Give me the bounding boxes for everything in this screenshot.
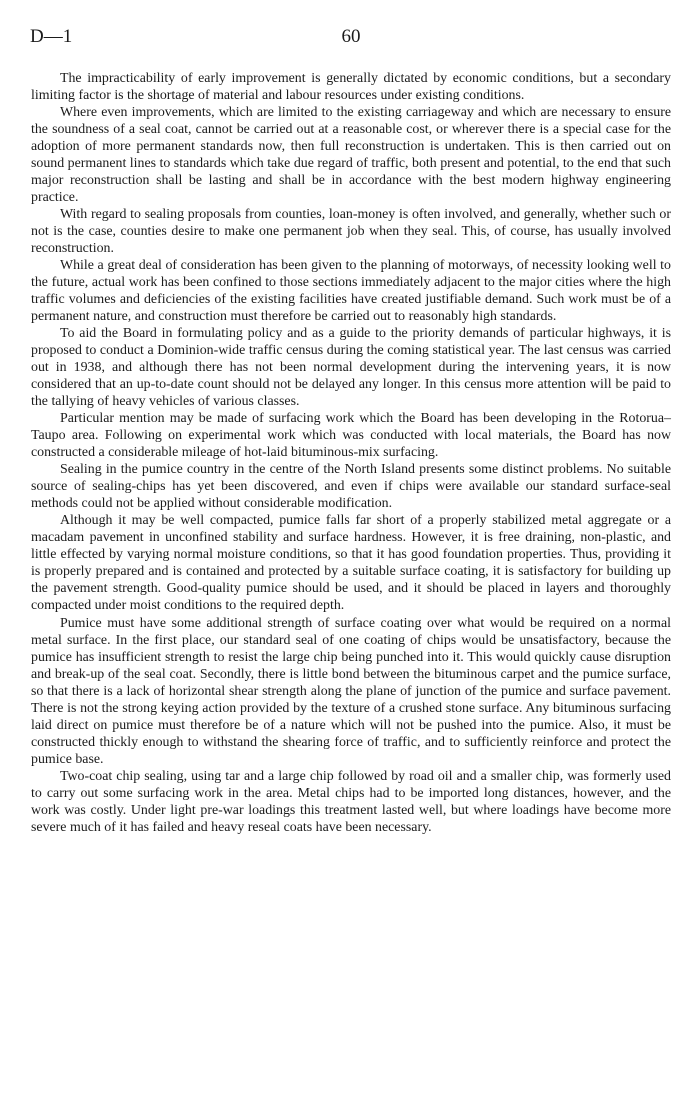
paragraph-traffic-census: To aid the Board in formulating policy and as a guide to the priority demands of particular highways, it is proposed to conduct a Dominion-wide traffic census during the coming statistical year. The last census was carried out in 1938, and although there has not been normal development during the intervening years, it is now considered that an up-to-date count should not be delayed any longer. In this census more attention will be paid to the tallying of heavy vehicles of various classes.: [31, 326, 671, 410]
paragraph-surface-coating: Pumice must have some additional strength of surface coating over what would be required on a normal metal surface. In the first place, our standard seal of one coating of chips would be unsatisfactory, because the pumice has insufficient strength to resist the large chip being punched into it. This would quickly cause disruption and break-up of the seal coat. Secondly, there is little bond between the bituminous carpet and the pumice surface, so that there is a lack of horizontal shear strength along the plane of junction of the pumice and surface pavement. There is not the strong keying action provided by the texture of a crushed stone surface. Any bituminous surfacing laid direct on pumice must therefore be of a nature which will not be pushed into the pumice. Also, it must be constructed thickly enough to withstand the shearing force of traffic, and to sufficiently reinforce and protect the pumice base.: [31, 615, 671, 767]
body-text: [31, 70, 671, 836]
paragraph-early-improvement: The impracticability of early improvement is generally dictated by economic conditions, but a secondary limiting factor is the shortage of material and labour resources under existing conditions.: [31, 71, 671, 104]
paragraph-pumice-properties: Although it may be well compacted, pumice falls far short of a properly stabilized metal aggregate or a macadam pavement in unconfined stability and surface hardness. However, it is free draining, non-plastic, and little effected by varying normal moisture conditions, so that it has good foundation properties. Thus, providing it is properly prepared and is contained and protected by a suitable surface coating, it is satisfactory for building up the pavement strength. Good-quality pumice should be used, and it should be placed in layers and thoroughly compacted under moist conditions to the required depth.: [31, 513, 671, 614]
paragraph-reconstruction: Where even improvements, which are limited to the existing carriageway and which are necessary to ensure the soundness of a seal coat, cannot be carried out at a reasonable cost, or wherever there is a special case for the adoption of more permanent standards now, then full reconstruction is undertaken. This is then carried out on sound permanent lines to standards which take due regard of traffic, both present and potential, to the end that such major reconstruction shall be lasting and shall be in accordance with the best modern highway engineering practice.: [31, 105, 671, 206]
paragraph-motorways: While a great deal of consideration has been given to the planning of motorways, of necessity looking well to the future, actual work has been confined to those sections immediately adjacent to the major cities where the high traffic volumes and deficiencies of the existing facilities have created justifiable demand. Such work must be of a permanent nature, and construction must therefore be carried out to reasonably high standards.: [31, 258, 671, 325]
page-header: [30, 26, 672, 50]
paragraph-two-coat-sealing: Two-coat chip sealing, using tar and a large chip followed by road oil and a smaller chip, was formerly used to carry out some surfacing work in the area. Metal chips had to be imported long distances, however, and the work was costly. Under light pre-war loadings this treatment lasted well, but where loadings have become more severe much of it has failed and heavy reseal coats have been necessary.: [31, 768, 671, 835]
paragraph-pumice-problems: Sealing in the pumice country in the centre of the North Island presents some distinct problems. No suitable source of sealing-chips has yet been discovered, and even if chips were available our standard surface-seal methods could not be applied without considerable modification.: [31, 462, 671, 512]
document-reference: D—1: [30, 26, 73, 47]
paragraph-county-sealing: With regard to sealing proposals from counties, loan-money is often involved, and generally, whether such or not is the case, counties desire to make one permanent job when they seal. This, of course, has usually involved reconstruction.: [31, 207, 671, 257]
page-number: 60: [341, 26, 361, 47]
paragraph-rotorua-taupo: Particular mention may be made of surfacing work which the Board has been developing in the Rotorua–Taupo area. Following on experimental work which was conducted with local materials, the Board has now constructed a considerable mileage of hot-laid bituminous-mix surfacing.: [31, 411, 671, 461]
